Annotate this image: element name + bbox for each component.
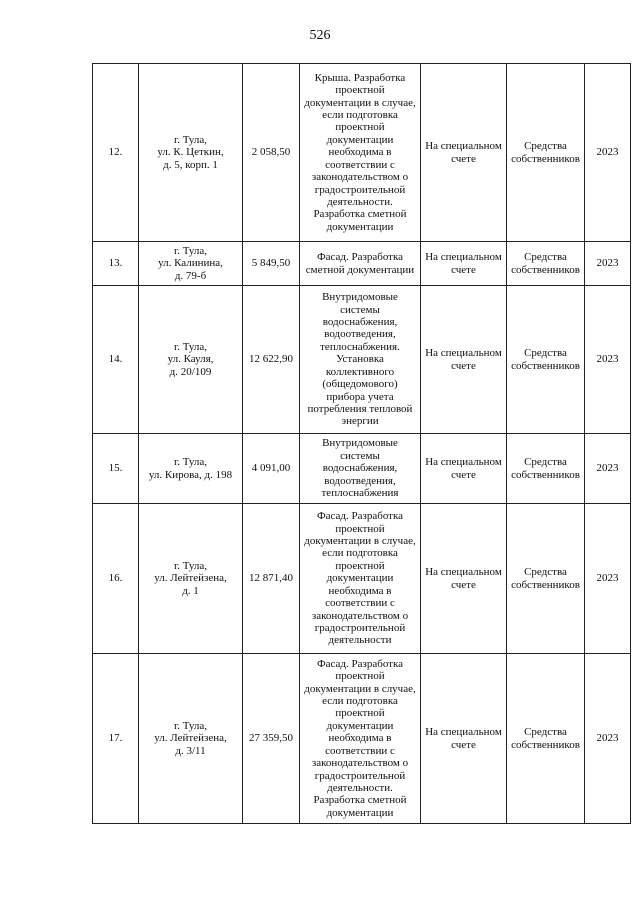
work-description-cell: Внутридомовые системы водоснабжения, водоотведения, теплоснабжения [300, 434, 421, 504]
funding-source-cell: Средства собственников [507, 504, 585, 654]
cost-cell: 2 058,50 [243, 64, 300, 242]
row-number: 13. [93, 242, 139, 286]
cost-cell: 12 871,40 [243, 504, 300, 654]
cost-cell: 4 091,00 [243, 434, 300, 504]
cost-cell: 12 622,90 [243, 286, 300, 434]
year-cell: 2023 [585, 654, 631, 824]
work-description-cell: Фасад. Разработка сметной документации [300, 242, 421, 286]
year-cell: 2023 [585, 286, 631, 434]
work-description-cell: Фасад. Разработка проектной документации в случае, если подготовка проектной документации необходима в соответствии с законодательством о градостроительной деятельности. Разработка сметной документации [300, 654, 421, 824]
works-table [92, 63, 631, 824]
row-number: 14. [93, 286, 139, 434]
funding-source-cell: Средства собственников [507, 286, 585, 434]
address-cell: г. Тула, ул. Калинина, д. 79-б [139, 242, 243, 286]
table-row [93, 242, 631, 286]
table-row [93, 64, 631, 242]
cost-cell: 27 359,50 [243, 654, 300, 824]
table-body [93, 64, 631, 824]
fund-account-cell: На специальном счете [421, 286, 507, 434]
year-cell: 2023 [585, 242, 631, 286]
fund-account-cell: На специальном счете [421, 242, 507, 286]
table-row [93, 286, 631, 434]
funding-source-cell: Средства собственников [507, 434, 585, 504]
table-row [93, 654, 631, 824]
table-row [93, 504, 631, 654]
fund-account-cell: На специальном счете [421, 64, 507, 242]
fund-account-cell: На специальном счете [421, 504, 507, 654]
funding-source-cell: Средства собственников [507, 64, 585, 242]
address-cell: г. Тула, ул. Лейтейзена, д. 3/11 [139, 654, 243, 824]
year-cell: 2023 [585, 504, 631, 654]
address-cell: г. Тула, ул. К. Цеткин, д. 5, корп. 1 [139, 64, 243, 242]
year-cell: 2023 [585, 64, 631, 242]
cost-cell: 5 849,50 [243, 242, 300, 286]
year-cell: 2023 [585, 434, 631, 504]
row-number: 16. [93, 504, 139, 654]
address-cell: г. Тула, ул. Лейтейзена, д. 1 [139, 504, 243, 654]
work-description-cell: Крыша. Разработка проектной документации в случае, если подготовка проектной документации необходима в соответствии с законодательством о градостроительной деятельности. Разработка сметной документации [300, 64, 421, 242]
row-number: 17. [93, 654, 139, 824]
funding-source-cell: Средства собственников [507, 242, 585, 286]
address-cell: г. Тула, ул. Кауля, д. 20/109 [139, 286, 243, 434]
row-number: 15. [93, 434, 139, 504]
table-row [93, 434, 631, 504]
row-number: 12. [93, 64, 139, 242]
address-cell: г. Тула, ул. Кирова, д. 198 [139, 434, 243, 504]
page-number: 526 [309, 28, 331, 43]
work-description-cell: Фасад. Разработка проектной документации в случае, если подготовка проектной документации необходима в соответствии с законодательством о градостроительной деятельности [300, 504, 421, 654]
funding-source-cell: Средства собственников [507, 654, 585, 824]
fund-account-cell: На специальном счете [421, 654, 507, 824]
fund-account-cell: На специальном счете [421, 434, 507, 504]
work-description-cell: Внутридомовые системы водоснабжения, водоотведения, теплоснабжения. Установка коллективного (общедомового) прибора учета потребления тепловой энергии [300, 286, 421, 434]
